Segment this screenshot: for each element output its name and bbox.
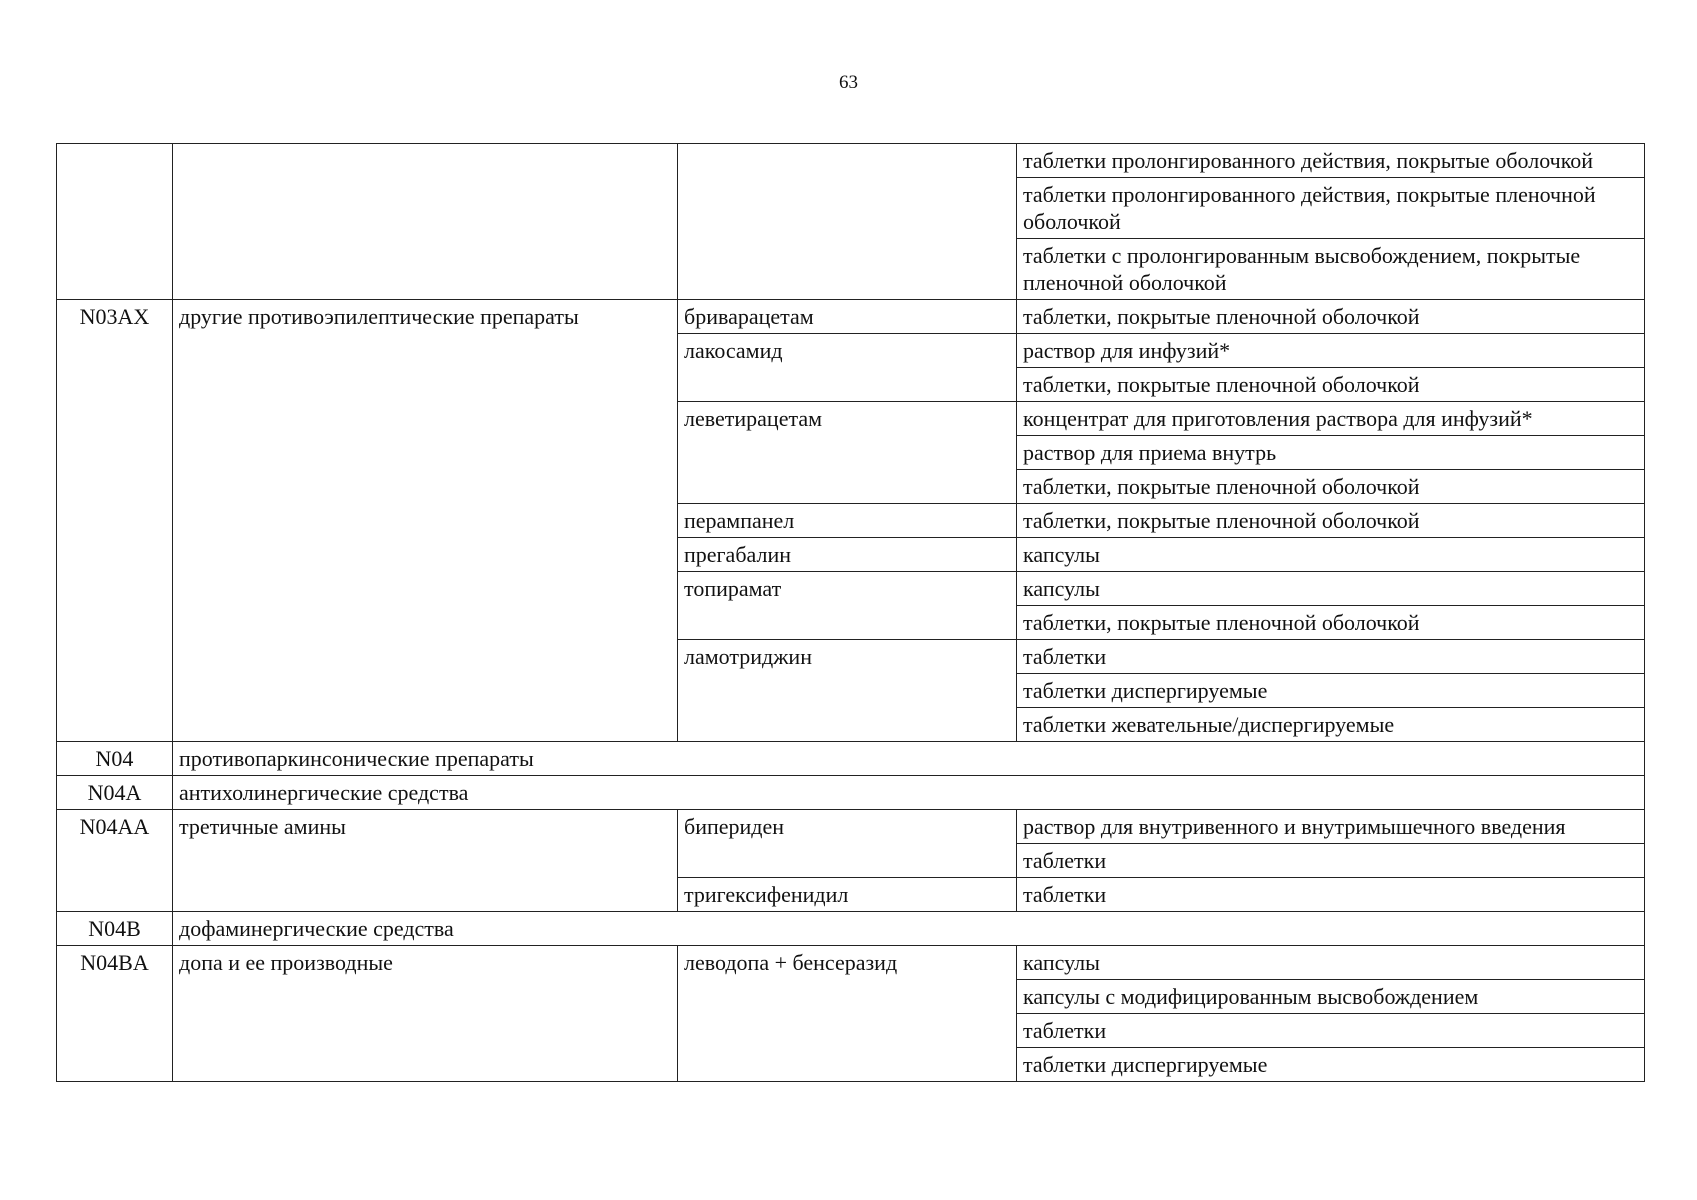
group-cell: другие противоэпилептические препараты [173, 300, 678, 742]
drug-cell: бриварацетам [678, 300, 1017, 334]
form-cell: таблетки [1017, 844, 1645, 878]
drug-cell: лакосамид [678, 334, 1017, 402]
code-cell: N03AX [57, 300, 173, 742]
group-cell: третичные амины [173, 810, 678, 912]
table-row [57, 300, 1645, 334]
form-cell: таблетки пролонгированного действия, покрытые пленочной оболочкой [1017, 178, 1645, 239]
form-cell: таблетки, покрытые пленочной оболочкой [1017, 368, 1645, 402]
code-cell: N04A [57, 776, 173, 810]
form-cell: капсулы [1017, 538, 1645, 572]
form-cell: концентрат для приготовления раствора для инфузий* [1017, 402, 1645, 436]
form-cell: капсулы с модифицированным высвобождением [1017, 980, 1645, 1014]
code-cell: N04AA [57, 810, 173, 912]
code-cell: N04 [57, 742, 173, 776]
table-row [57, 810, 1645, 844]
group-cell: противопаркинсонические препараты [173, 742, 1645, 776]
code-cell: N04BA [57, 946, 173, 1082]
table-row [57, 912, 1645, 946]
form-cell: таблетки, покрытые пленочной оболочкой [1017, 300, 1645, 334]
form-cell: таблетки, покрытые пленочной оболочкой [1017, 606, 1645, 640]
drug-cell: прегабалин [678, 538, 1017, 572]
drug-cell: топирамат [678, 572, 1017, 640]
form-cell: таблетки пролонгированного действия, покрытые оболочкой [1017, 144, 1645, 178]
table-row [57, 144, 1645, 178]
group-cell: допа и ее производные [173, 946, 678, 1082]
group-cell [173, 144, 678, 300]
form-cell: таблетки, покрытые пленочной оболочкой [1017, 504, 1645, 538]
form-cell: таблетки [1017, 1014, 1645, 1048]
group-cell: дофаминергические средства [173, 912, 1645, 946]
code-cell [57, 144, 173, 300]
drug-table [56, 143, 1645, 1082]
drug-cell [678, 144, 1017, 300]
form-cell: таблетки диспергируемые [1017, 1048, 1645, 1082]
form-cell: таблетки [1017, 878, 1645, 912]
form-cell: таблетки диспергируемые [1017, 674, 1645, 708]
drug-cell: леводопа + бенсеразид [678, 946, 1017, 1082]
form-cell: таблетки жевательные/диспергируемые [1017, 708, 1645, 742]
table-row [57, 776, 1645, 810]
drug-cell: перампанел [678, 504, 1017, 538]
form-cell: капсулы [1017, 572, 1645, 606]
form-cell: таблетки [1017, 640, 1645, 674]
page-number: 63 [839, 72, 858, 93]
drug-cell: бипериден [678, 810, 1017, 878]
form-cell: капсулы [1017, 946, 1645, 980]
form-cell: таблетки, покрытые пленочной оболочкой [1017, 470, 1645, 504]
form-cell: раствор для внутривенного и внутримышечного введения [1017, 810, 1645, 844]
drug-cell: леветирацетам [678, 402, 1017, 504]
form-cell: раствор для приема внутрь [1017, 436, 1645, 470]
form-cell: раствор для инфузий* [1017, 334, 1645, 368]
table-row [57, 946, 1645, 980]
drug-cell: ламотриджин [678, 640, 1017, 742]
form-cell: таблетки с пролонгированным высвобождением, покрытые пленочной оболочкой [1017, 239, 1645, 300]
group-cell: антихолинергические средства [173, 776, 1645, 810]
drug-cell: тригексифенидил [678, 878, 1017, 912]
code-cell: N04B [57, 912, 173, 946]
table-row [57, 742, 1645, 776]
